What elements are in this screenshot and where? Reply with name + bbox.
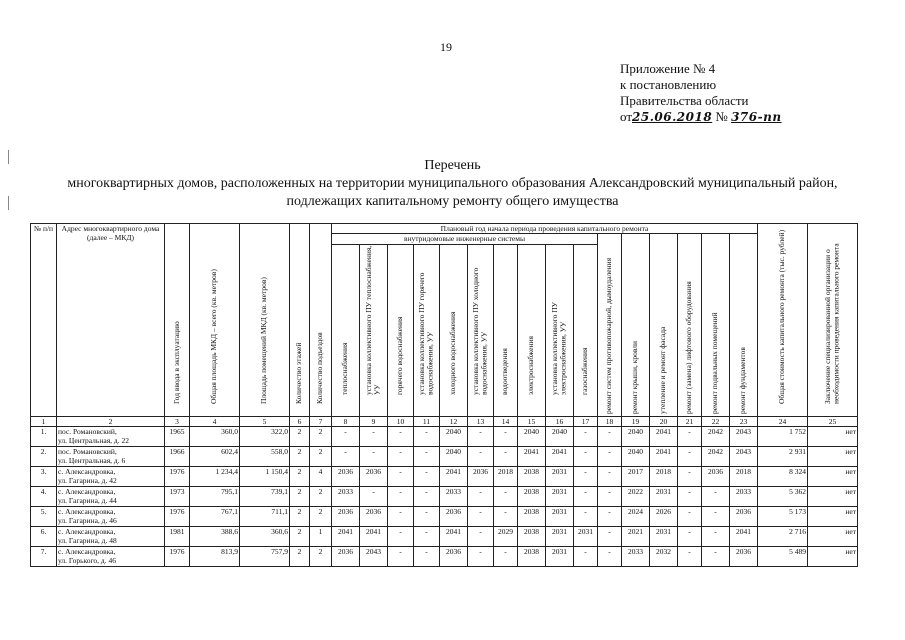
- cell-c11: -: [414, 547, 440, 567]
- cell-c15: 2040: [518, 427, 546, 447]
- column-number: 5: [240, 417, 290, 427]
- appendix-line1: Приложение № 4: [620, 61, 716, 76]
- address-line1: с. Александровка,: [58, 507, 116, 516]
- cell-c23: 2041: [730, 527, 758, 547]
- cell-c8: 2036: [332, 507, 360, 527]
- cell-ent: 4: [310, 467, 332, 487]
- cell-c15: 2038: [518, 547, 546, 567]
- cell-c16: 2031: [546, 487, 574, 507]
- cell-year: 1981: [165, 527, 190, 547]
- cell-c16: 2031: [546, 527, 574, 547]
- cell-c10: -: [388, 467, 414, 487]
- address-line2: ул. Гагарина, д. 44: [58, 496, 117, 505]
- cell-c12: 2036: [440, 507, 468, 527]
- column-number: 15: [518, 417, 546, 427]
- column-number: 9: [360, 417, 388, 427]
- appendix-line2: к постановлению: [620, 77, 717, 92]
- cell-c19: 2017: [622, 467, 650, 487]
- cell-c14: 2018: [494, 467, 518, 487]
- cell-c10: -: [388, 507, 414, 527]
- cell-c10: -: [388, 427, 414, 447]
- cell-c22: -: [702, 507, 730, 527]
- cell-c18: -: [598, 547, 622, 567]
- cell-c15: 2038: [518, 487, 546, 507]
- cell-c19: 2022: [622, 487, 650, 507]
- cell-concl: нет: [808, 467, 858, 487]
- cell-floors: 2: [290, 487, 310, 507]
- cell-num: 7.: [31, 547, 57, 567]
- header-smoke-removal: ремонт систем противопожарной, дымоудаления: [598, 234, 622, 417]
- cell-c16: 2031: [546, 547, 574, 567]
- cell-c15: 2041: [518, 447, 546, 467]
- column-number: 10: [388, 417, 414, 427]
- table-row: [31, 507, 858, 527]
- column-number: 1: [31, 417, 57, 427]
- cell-c20: 2031: [650, 527, 678, 547]
- header-conclusion: Заключение специализированной организации о необходимости проведения капитального ремонта: [808, 224, 858, 417]
- cell-cost: 5 173: [758, 507, 808, 527]
- cell-c15: 2038: [518, 507, 546, 527]
- cell-cost: 5 362: [758, 487, 808, 507]
- cell-cost: 2 931: [758, 447, 808, 467]
- table-row: [31, 427, 858, 447]
- header-heating: теплоснабжения: [332, 245, 360, 417]
- cell-concl: нет: [808, 487, 858, 507]
- cell-num: 1.: [31, 427, 57, 447]
- appendix-date-line: [620, 109, 782, 125]
- page-number: 19: [440, 40, 452, 54]
- cell-c22: 2042: [702, 447, 730, 467]
- cell-num: 4.: [31, 487, 57, 507]
- title-line2: многоквартирных домов, расположенных на территории муниципального образования Александровский муниципальный район,: [67, 176, 838, 191]
- header-floors: Количество этажей: [290, 224, 310, 417]
- column-number: 18: [598, 417, 622, 427]
- cell-c22: 2036: [702, 467, 730, 487]
- header-basement: ремонт подвальных помещений: [702, 234, 730, 417]
- header-foundation: ремонт фундаментов: [730, 234, 758, 417]
- cell-c19: 2040: [622, 447, 650, 467]
- cell-c20: 2026: [650, 507, 678, 527]
- cell-c14: -: [494, 427, 518, 447]
- cell-c10: -: [388, 447, 414, 467]
- cell-c12: 2036: [440, 547, 468, 567]
- cell-rooms: 711,1: [240, 507, 290, 527]
- cell-c14: -: [494, 547, 518, 567]
- header-gas: газоснабжения: [574, 245, 598, 417]
- address-cell: [57, 447, 165, 467]
- cell-c10: -: [388, 487, 414, 507]
- cell-year: 1965: [165, 427, 190, 447]
- cell-concl: нет: [808, 447, 858, 467]
- cell-year: 1966: [165, 447, 190, 467]
- cell-c13: -: [468, 527, 494, 547]
- cell-c8: 2041: [332, 527, 360, 547]
- cell-c18: -: [598, 467, 622, 487]
- header-hot-water: горячего водоснабжения: [388, 245, 414, 417]
- cell-concl: нет: [808, 547, 858, 567]
- cell-c12: 2041: [440, 527, 468, 547]
- cell-c21: -: [678, 427, 702, 447]
- cell-c19: 2033: [622, 547, 650, 567]
- cell-c16: 2040: [546, 427, 574, 447]
- cell-floors: 2: [290, 427, 310, 447]
- cell-cost: 8 324: [758, 467, 808, 487]
- address-cell: [57, 427, 165, 447]
- cell-c20: 2041: [650, 447, 678, 467]
- cell-c17: 2031: [574, 527, 598, 547]
- cell-c23: 2018: [730, 467, 758, 487]
- cell-c12: 2040: [440, 427, 468, 447]
- column-number: 23: [730, 417, 758, 427]
- cell-c16: 2031: [546, 467, 574, 487]
- cell-c19: 2024: [622, 507, 650, 527]
- column-number: 19: [622, 417, 650, 427]
- table-row: [31, 487, 858, 507]
- cell-year: 1973: [165, 487, 190, 507]
- cell-floors: 2: [290, 547, 310, 567]
- title-line1: Перечень: [424, 158, 481, 173]
- column-number: 16: [546, 417, 574, 427]
- cell-rooms: 360,6: [240, 527, 290, 547]
- cell-total: 360,0: [190, 427, 240, 447]
- cell-total: 813,9: [190, 547, 240, 567]
- address-cell: [57, 467, 165, 487]
- header-year: Год ввода в эксплуатацию: [165, 224, 190, 417]
- cell-c23: 2043: [730, 447, 758, 467]
- header-electricity: электроснабжения: [518, 245, 546, 417]
- column-number: 13: [468, 417, 494, 427]
- table-body: [31, 427, 858, 567]
- cell-ent: 2: [310, 547, 332, 567]
- address-line1: пос. Романовский,: [58, 447, 117, 456]
- cell-c13: -: [468, 427, 494, 447]
- cell-c13: -: [468, 547, 494, 567]
- cell-c15: 2038: [518, 467, 546, 487]
- column-number: 11: [414, 417, 440, 427]
- cell-total: 1 234,4: [190, 467, 240, 487]
- cell-c14: -: [494, 487, 518, 507]
- cell-c18: -: [598, 447, 622, 467]
- column-number: 17: [574, 417, 598, 427]
- address-line2: ул. Гагарина, д. 46: [58, 516, 117, 525]
- cell-c13: -: [468, 487, 494, 507]
- cell-c23: 2036: [730, 547, 758, 567]
- cell-c11: -: [414, 527, 440, 547]
- address-line2: ул. Гагарина, д. 42: [58, 476, 117, 485]
- cell-c17: -: [574, 447, 598, 467]
- header-drainage: водоотведения: [494, 245, 518, 417]
- cell-c18: -: [598, 487, 622, 507]
- cell-total: 602,4: [190, 447, 240, 467]
- cell-c17: -: [574, 487, 598, 507]
- cell-c9: -: [360, 427, 388, 447]
- appendix-block: [620, 61, 782, 125]
- cell-num: 3.: [31, 467, 57, 487]
- cell-num: 2.: [31, 447, 57, 467]
- address-line1: с. Александровка,: [58, 487, 116, 496]
- header-facade: утепление и ремонт фасада: [650, 234, 678, 417]
- cell-c8: -: [332, 447, 360, 467]
- cell-c14: -: [494, 507, 518, 527]
- cell-cost: 1 752: [758, 427, 808, 447]
- column-number: 22: [702, 417, 730, 427]
- cell-rooms: 739,1: [240, 487, 290, 507]
- cell-c21: -: [678, 487, 702, 507]
- table-row: [31, 527, 858, 547]
- cell-concl: нет: [808, 527, 858, 547]
- cell-c10: -: [388, 527, 414, 547]
- cell-c8: 2033: [332, 487, 360, 507]
- cell-c17: -: [574, 427, 598, 447]
- table-row: [31, 547, 858, 567]
- column-number: 24: [758, 417, 808, 427]
- table-row: [31, 447, 858, 467]
- repair-table: [30, 223, 858, 567]
- cell-c22: -: [702, 487, 730, 507]
- cell-c16: 2041: [546, 447, 574, 467]
- column-number: 3: [165, 417, 190, 427]
- cell-c21: -: [678, 447, 702, 467]
- address-line2: ул. Гагарина, д. 48: [58, 536, 117, 545]
- header-elevator: ремонт (замена) лифтового оборудования: [678, 234, 702, 417]
- cell-c9: 2036: [360, 467, 388, 487]
- header-cold-water: холодного водоснабжения: [440, 245, 468, 417]
- cell-c21: -: [678, 527, 702, 547]
- cell-c22: -: [702, 547, 730, 567]
- address-line1: с. Александровка,: [58, 547, 116, 556]
- address-cell: [57, 507, 165, 527]
- cell-concl: нет: [808, 427, 858, 447]
- cell-total: 767,1: [190, 507, 240, 527]
- cell-c9: 2036: [360, 507, 388, 527]
- cell-c17: -: [574, 467, 598, 487]
- column-number: 6: [290, 417, 310, 427]
- cell-c22: 2042: [702, 427, 730, 447]
- cell-concl: нет: [808, 507, 858, 527]
- cell-c10: -: [388, 547, 414, 567]
- cell-c9: 2043: [360, 547, 388, 567]
- cell-rooms: 322,0: [240, 427, 290, 447]
- header-room-area: Площадь помещений МКД (кв. метров): [240, 224, 290, 417]
- column-number: 8: [332, 417, 360, 427]
- cell-c17: -: [574, 507, 598, 527]
- cell-c12: 2041: [440, 467, 468, 487]
- handwritten-date: 25.06.2018: [632, 110, 713, 124]
- cell-c9: 2041: [360, 527, 388, 547]
- cell-c9: -: [360, 447, 388, 467]
- cell-ent: 1: [310, 527, 332, 547]
- cell-year: 1976: [165, 507, 190, 527]
- address-line1: с. Александровка,: [58, 527, 116, 536]
- cell-c12: 2033: [440, 487, 468, 507]
- cell-num: 6.: [31, 527, 57, 547]
- cell-c20: 2031: [650, 487, 678, 507]
- address-line2: ул. Центральная, д. 22: [58, 436, 129, 445]
- cell-floors: 2: [290, 447, 310, 467]
- column-number-row: [31, 417, 858, 427]
- title-line3: подлежащих капитальному ремонту общего имущества: [286, 194, 619, 209]
- cell-c19: 2021: [622, 527, 650, 547]
- column-number: 20: [650, 417, 678, 427]
- header-systems-group: внутридомовые инженерные системы: [332, 234, 598, 245]
- cell-c11: -: [414, 507, 440, 527]
- cell-c12: 2040: [440, 447, 468, 467]
- cell-c19: 2040: [622, 427, 650, 447]
- appendix-line3: Правительства области: [620, 93, 749, 108]
- address-cell: [57, 487, 165, 507]
- cell-c13: 2036: [468, 467, 494, 487]
- cell-c14: 2029: [494, 527, 518, 547]
- cell-c20: 2041: [650, 427, 678, 447]
- cell-rooms: 1 150,4: [240, 467, 290, 487]
- cell-total: 795,1: [190, 487, 240, 507]
- cell-c17: -: [574, 547, 598, 567]
- cell-c15: 2038: [518, 527, 546, 547]
- cell-rooms: 558,0: [240, 447, 290, 467]
- cell-c13: -: [468, 447, 494, 467]
- number-prefix: №: [715, 109, 728, 124]
- cell-c23: 2033: [730, 487, 758, 507]
- cell-c23: 2036: [730, 507, 758, 527]
- header-total-area: Общая площадь МКД – всего (кв. метров): [190, 224, 240, 417]
- cell-year: 1976: [165, 547, 190, 567]
- cell-c9: -: [360, 487, 388, 507]
- header-plan-group: Плановый год начала периода проведения капитального ремонта: [332, 224, 758, 234]
- column-number: 25: [808, 417, 858, 427]
- table-row: [31, 467, 858, 487]
- column-number: 12: [440, 417, 468, 427]
- header-hot-water-meter: установка коллективного ПУ горячего водоснабжения, УУ: [414, 245, 440, 417]
- cell-year: 1976: [165, 467, 190, 487]
- handwritten-number: 376-пп: [731, 110, 782, 124]
- cell-c20: 2032: [650, 547, 678, 567]
- column-number: 2: [57, 417, 165, 427]
- header-row-1: [31, 224, 858, 234]
- cell-cost: 2 716: [758, 527, 808, 547]
- cell-c21: -: [678, 547, 702, 567]
- cell-c11: -: [414, 447, 440, 467]
- cell-ent: 2: [310, 427, 332, 447]
- address-line1: с. Александровка,: [58, 467, 116, 476]
- cell-c14: -: [494, 447, 518, 467]
- column-number: 21: [678, 417, 702, 427]
- cell-c20: 2018: [650, 467, 678, 487]
- cell-num: 5.: [31, 507, 57, 527]
- cell-ent: 2: [310, 507, 332, 527]
- cell-c22: -: [702, 527, 730, 547]
- header-total-cost: Общая стоимость капитального ремонта (тыс. рублей): [758, 224, 808, 417]
- cell-c21: -: [678, 467, 702, 487]
- cell-cost: 5 489: [758, 547, 808, 567]
- cell-c13: -: [468, 507, 494, 527]
- address-line1: пос. Романовский,: [58, 427, 117, 436]
- cell-c8: 2036: [332, 547, 360, 567]
- header-cold-water-meter: установка коллективного ПУ холодного водоснабжения, УУ: [468, 245, 494, 417]
- header-address: Адрес многоквартирного дома (далее – МКД): [57, 224, 165, 417]
- cell-c11: -: [414, 487, 440, 507]
- cell-rooms: 757,9: [240, 547, 290, 567]
- cell-ent: 2: [310, 487, 332, 507]
- cell-c8: -: [332, 427, 360, 447]
- document-title: [0, 157, 905, 211]
- cell-floors: 2: [290, 527, 310, 547]
- cell-c11: -: [414, 467, 440, 487]
- date-prefix: от: [620, 109, 633, 124]
- address-line2: ул. Горького, д. 46: [58, 556, 116, 565]
- cell-ent: 2: [310, 447, 332, 467]
- column-number: 7: [310, 417, 332, 427]
- cell-c8: 2036: [332, 467, 360, 487]
- cell-c18: -: [598, 507, 622, 527]
- header-roof: ремонт крыши, кровли: [622, 234, 650, 417]
- header-electricity-meter: установка коллективного ПУ электроснабжения, УУ: [546, 245, 574, 417]
- cell-c23: 2043: [730, 427, 758, 447]
- column-number: 14: [494, 417, 518, 427]
- address-cell: [57, 547, 165, 567]
- column-number: 4: [190, 417, 240, 427]
- cell-c18: -: [598, 527, 622, 547]
- cell-floors: 2: [290, 467, 310, 487]
- address-line2: ул. Центральная, д. 6: [58, 456, 126, 465]
- cell-c16: 2031: [546, 507, 574, 527]
- header-heat-meter: установка коллективного ПУ теплоснабжения, УУ: [360, 245, 388, 417]
- header-entrances: Количество подъездов: [310, 224, 332, 417]
- address-cell: [57, 527, 165, 547]
- cell-total: 388,6: [190, 527, 240, 547]
- cell-c18: -: [598, 427, 622, 447]
- cell-c21: -: [678, 507, 702, 527]
- cell-floors: 2: [290, 507, 310, 527]
- cell-c11: -: [414, 427, 440, 447]
- header-num: № п/п: [31, 224, 57, 417]
